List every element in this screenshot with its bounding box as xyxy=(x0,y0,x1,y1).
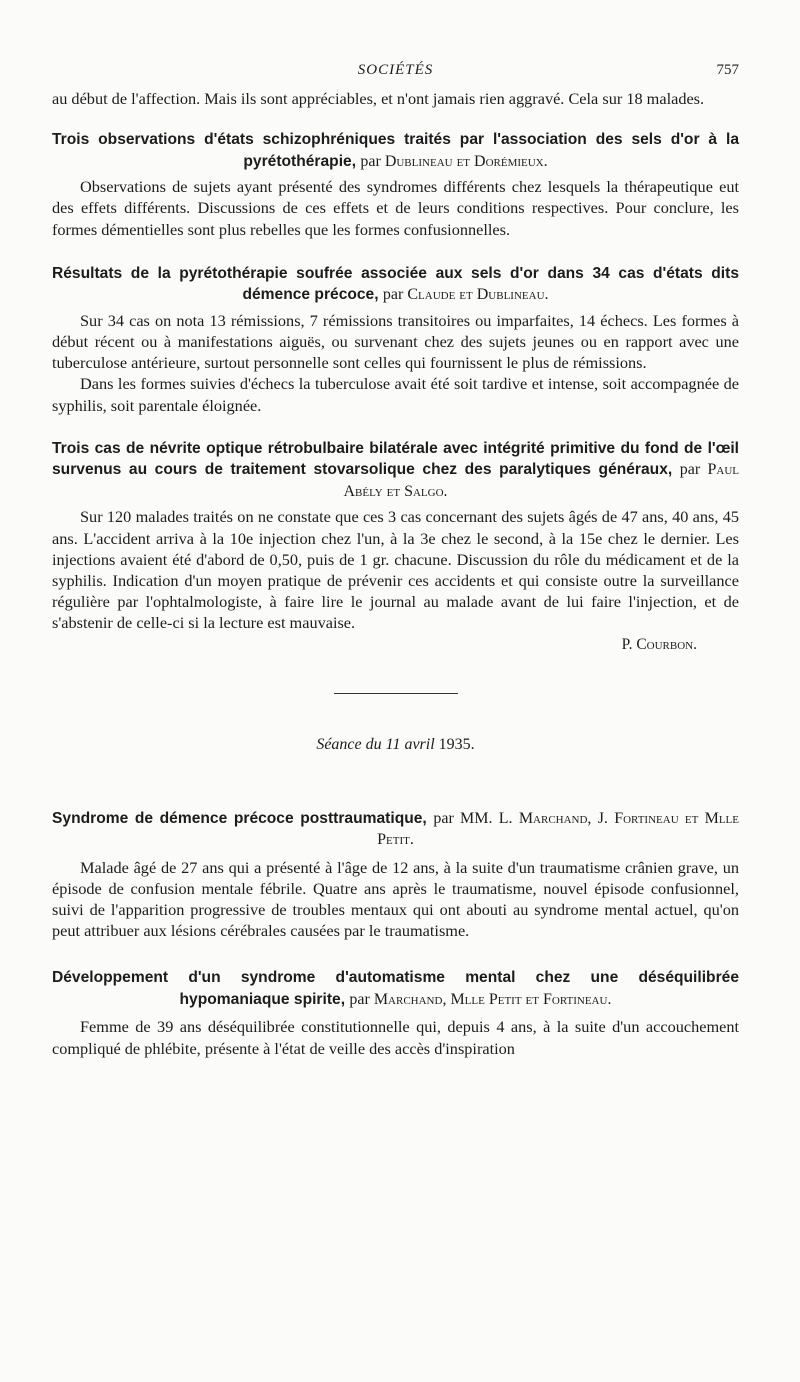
section-authors: Paul Abély et Salgo. xyxy=(343,461,739,500)
section-title: Résultats de la pyrétothérapie soufrée associée aux sels d'or dans 34 cas d'états dits démence précoce, xyxy=(52,264,739,304)
running-head xyxy=(52,62,739,88)
section-paragraph: Sur 34 cas on nota 13 rémissions, 7 rémissions transitoires ou imparfaites, 14 échecs. Les formes à début récent ou à manifestations aiguës, ou survenant chez des sujets jeunes ou en rapport avec une tuberculose antérieure, surtout personnelle sont celles qui fournissent le plus de rémissions. xyxy=(52,310,739,373)
section-authors: Claude et Dublineau. xyxy=(407,286,549,304)
section-heading xyxy=(52,263,739,306)
byline-prefix: par xyxy=(382,286,404,304)
intro-paragraph: au début de l'affection. Mais ils sont appréciables, et n'ont jamais rien aggravé. Cela sur 18 malades. xyxy=(52,89,705,108)
seance-year: 1935. xyxy=(438,735,475,753)
byline-prefix: par xyxy=(679,461,701,479)
byline-prefix: par xyxy=(360,152,381,170)
page-number: 757 xyxy=(716,62,739,78)
section-authors: Dublineau et Doréмieux. xyxy=(384,152,548,170)
section-heading xyxy=(52,967,739,1010)
byline-prefix: par MM. xyxy=(433,809,493,827)
section-title: Syndrome de démence précoce posttraumatique, xyxy=(52,809,427,827)
journal-page xyxy=(52,62,739,1059)
section-paragraph: Malade âgé de 27 ans qui a présenté à l'âge de 12 ans, à la suite d'un traumatisme crânien grave, un épisode de confusion mentale fébrile. Quatre ans après le traumatisme, nouvel épisode confusionnel, suivi de l'apparition progressive de troubles mentaux qui ont abouti au syndrome mental actuel, qu'on peut attribuer aux lésions cérébrales causées par le traumatisme. xyxy=(52,857,739,941)
section-paragraph: Femme de 39 ans déséquilibrée constitutionnelle qui, depuis 4 ans, à la suite d'un accouchement compliqué de phlébite, présente à l'état de veille des accès d'inspiration xyxy=(52,1017,739,1058)
section-paragraph: Dans les formes suivies d'échecs la tuberculose avait été soit tardive et intense, soit accompagnée de syphilis, soit parentale éloignée. xyxy=(52,374,739,415)
section-paragraph: Observations de sujets ayant présenté des syndromes différents chez lesquels la thérapeutique eut des effets différents. Discussions de ces effets et de leurs conditions respectives. Pour conclure, les formes démentielles sont plus rebelles que les formes confusionnelles. xyxy=(52,177,739,239)
section-heading xyxy=(52,129,739,172)
seance-label: Séance du 11 avril xyxy=(316,735,435,753)
section-heading xyxy=(52,808,739,851)
section-heading xyxy=(52,438,739,503)
section-authors: Marchand, Mlle Petit et Fortineau. xyxy=(373,990,612,1008)
byline-prefix: par xyxy=(349,990,370,1008)
section-title: Trois observations d'états schizophréniques traités par l'association des sels d'or à la pyrétothérapie, xyxy=(52,131,739,170)
section-title: Développement d'un syndrome d'automatisme mental chez une déséquilibrée hypomaniaque spirite, xyxy=(52,969,739,1008)
seance-heading xyxy=(52,734,739,756)
section-paragraph: Sur 120 malades traités on ne constate que ces 3 cas concernant des sujets âgés de 47 ans, 40 ans, 45 ans. L'accident arriva à la 10e injection chez l'un, à la 3e chez le second, à la 15e chez le dernier. Les injections avaient été d'abord de 0,50, puis de 1 gr. chacune. Discussion du rôle du médicament et de la syphilis. Indication d'un moyen pratique de prévenir ces accidents et qui consiste outre la surveillance régulière par l'ophtalmologiste, à faire lire le journal au malade avant de lui faire l'injection, et de s'abstenir de celle-ci si la lecture est mauvaise. xyxy=(52,507,739,633)
signature: P. Courbon. xyxy=(621,635,697,653)
section-authors: L. Marchand, J. Fortineau et Mlle Petit. xyxy=(377,809,739,849)
running-title: SOCIÉTÉS xyxy=(357,62,434,78)
section-title: Trois cas de névrite optique rétrobulbaire bilatérale avec intégrité primitive du fond de l'œil survenus au cours de traitement stovarsolique chez des paralytiques généraux, xyxy=(52,439,739,479)
